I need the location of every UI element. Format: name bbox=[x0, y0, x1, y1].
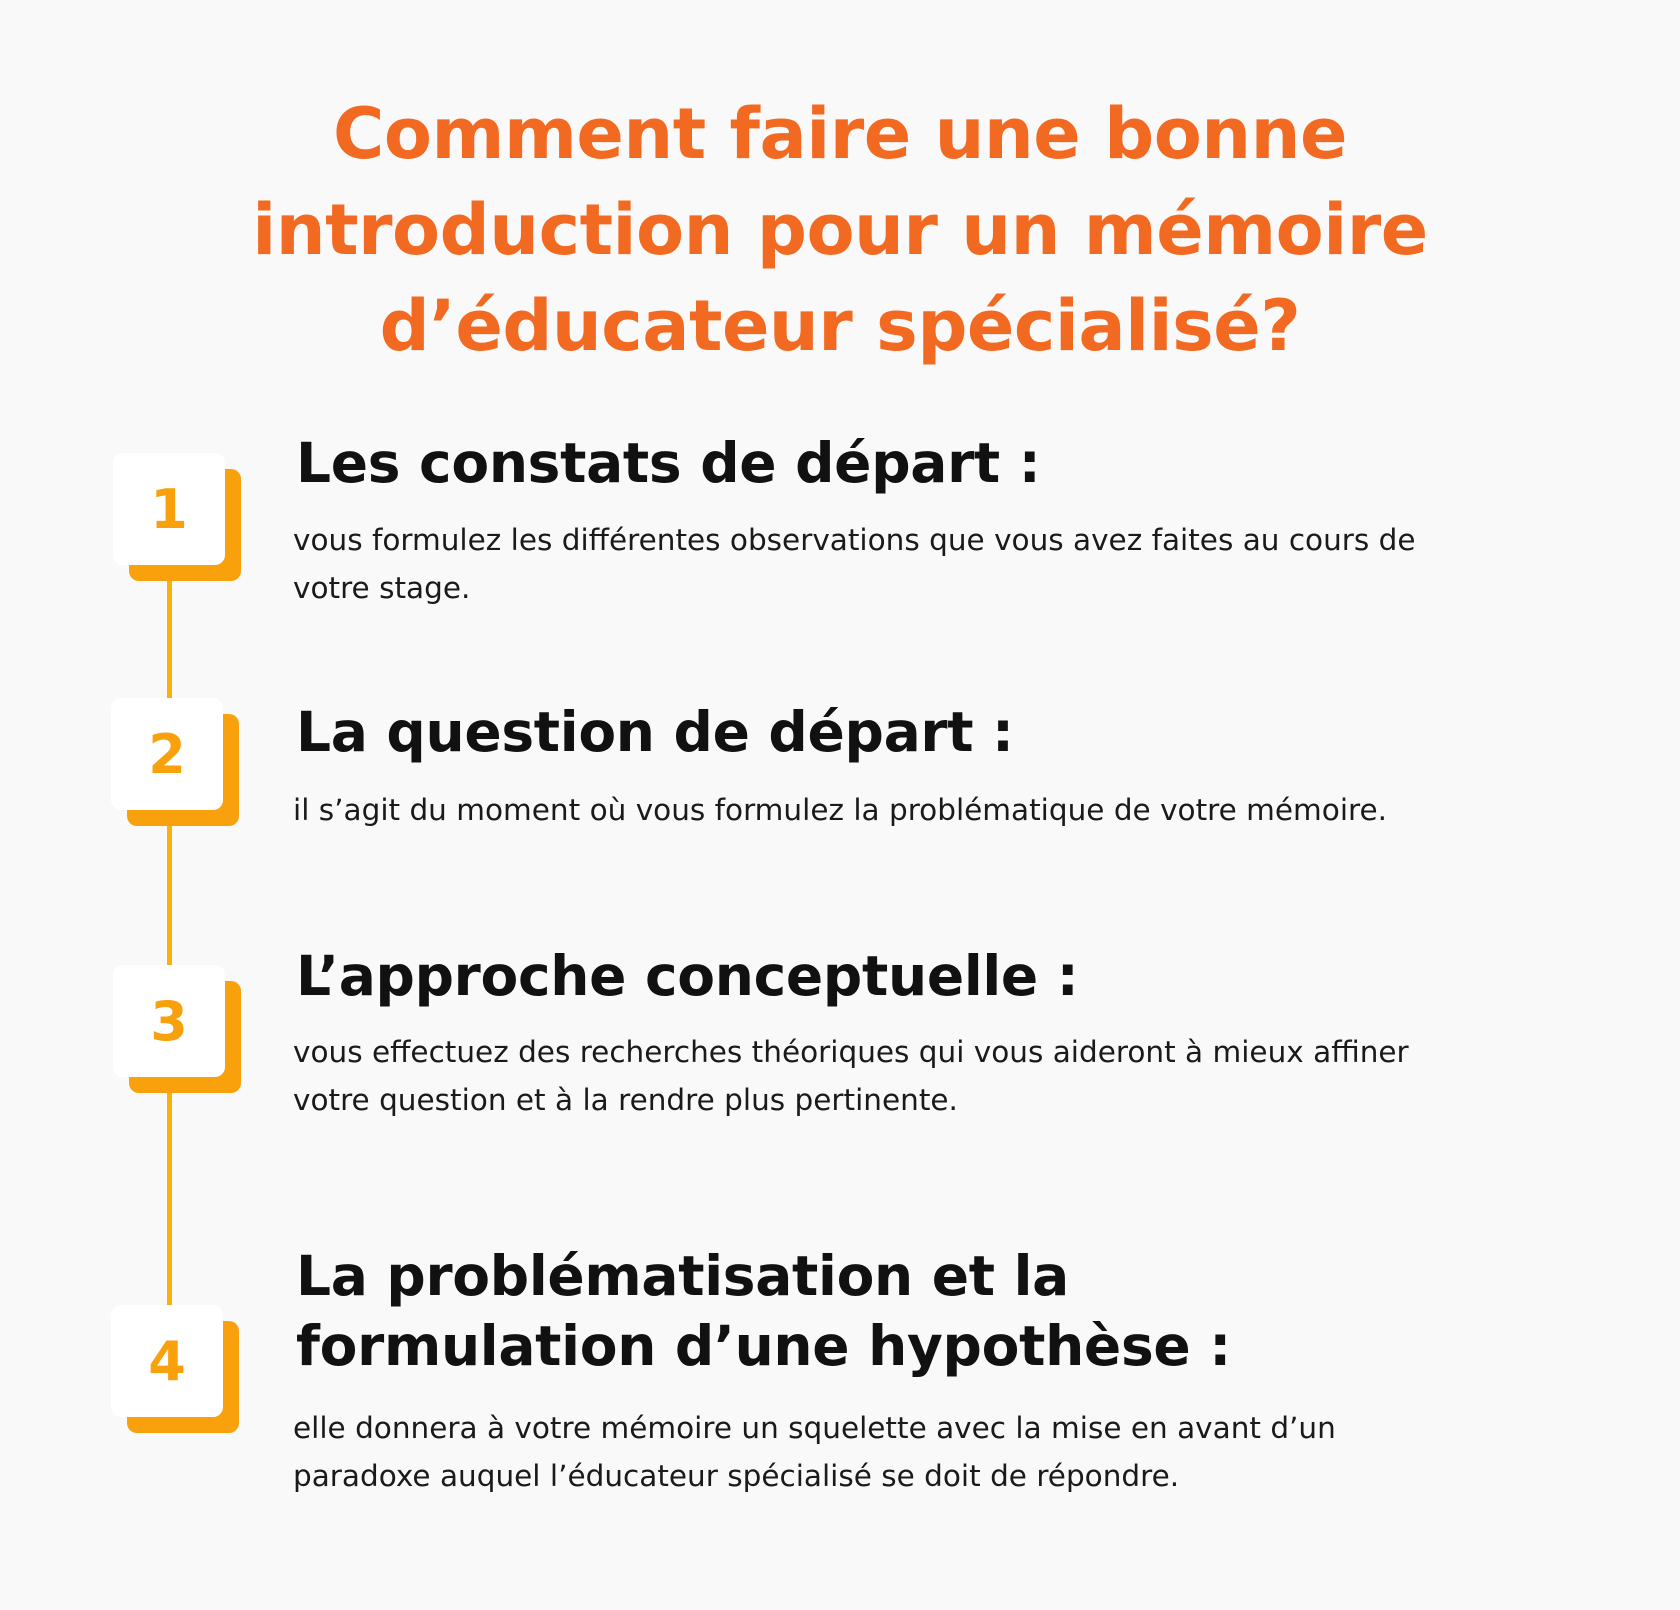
step-title-line: L’approche conceptuelle : bbox=[296, 944, 1079, 1008]
step-1-title bbox=[296, 428, 1040, 498]
timeline-connector bbox=[167, 820, 172, 970]
description-line: votre question et à la rendre plus pertinente. bbox=[293, 1083, 958, 1117]
page-title bbox=[0, 86, 1680, 374]
step-4-title bbox=[296, 1241, 1231, 1381]
step-4-description bbox=[293, 1404, 1593, 1500]
title-line: d’éducateur spécialisé? bbox=[379, 285, 1301, 367]
step-number: 4 bbox=[111, 1305, 223, 1417]
step-2-title bbox=[296, 697, 1014, 767]
step-title-line: formulation d’une hypothèse : bbox=[296, 1314, 1231, 1378]
description-line: elle donnera à votre mémoire un squelette avec la mise en avant d’un bbox=[293, 1411, 1336, 1445]
step-2-description bbox=[293, 786, 1593, 834]
step-4-badge bbox=[111, 1305, 223, 1417]
description-line: vous formulez les différentes observations que vous avez faites au cours de bbox=[293, 523, 1416, 557]
timeline-connector bbox=[167, 1090, 172, 1305]
title-line: introduction pour un mémoire bbox=[252, 189, 1428, 271]
step-2-badge bbox=[111, 698, 223, 810]
step-title-line: La question de départ : bbox=[296, 700, 1014, 764]
step-1-badge bbox=[113, 453, 225, 565]
step-number: 2 bbox=[111, 698, 223, 810]
step-1-description bbox=[293, 516, 1593, 612]
step-number: 1 bbox=[113, 453, 225, 565]
step-number: 3 bbox=[113, 965, 225, 1077]
step-3-title bbox=[296, 941, 1078, 1011]
timeline-connector bbox=[167, 575, 172, 700]
step-title-line: Les constats de départ : bbox=[296, 431, 1041, 495]
step-3-description bbox=[293, 1028, 1593, 1124]
description-line: paradoxe auquel l’éducateur spécialisé se doit de répondre. bbox=[293, 1459, 1180, 1493]
description-line: vous effectuez des recherches théoriques qui vous aideront à mieux affiner bbox=[293, 1035, 1409, 1069]
description-line: il s’agit du moment où vous formulez la problématique de votre mémoire. bbox=[293, 793, 1388, 827]
step-3-badge bbox=[113, 965, 225, 1077]
title-line: Comment faire une bonne bbox=[333, 93, 1347, 175]
step-title-line: La problématisation et la bbox=[296, 1244, 1069, 1308]
description-line: votre stage. bbox=[293, 571, 471, 605]
